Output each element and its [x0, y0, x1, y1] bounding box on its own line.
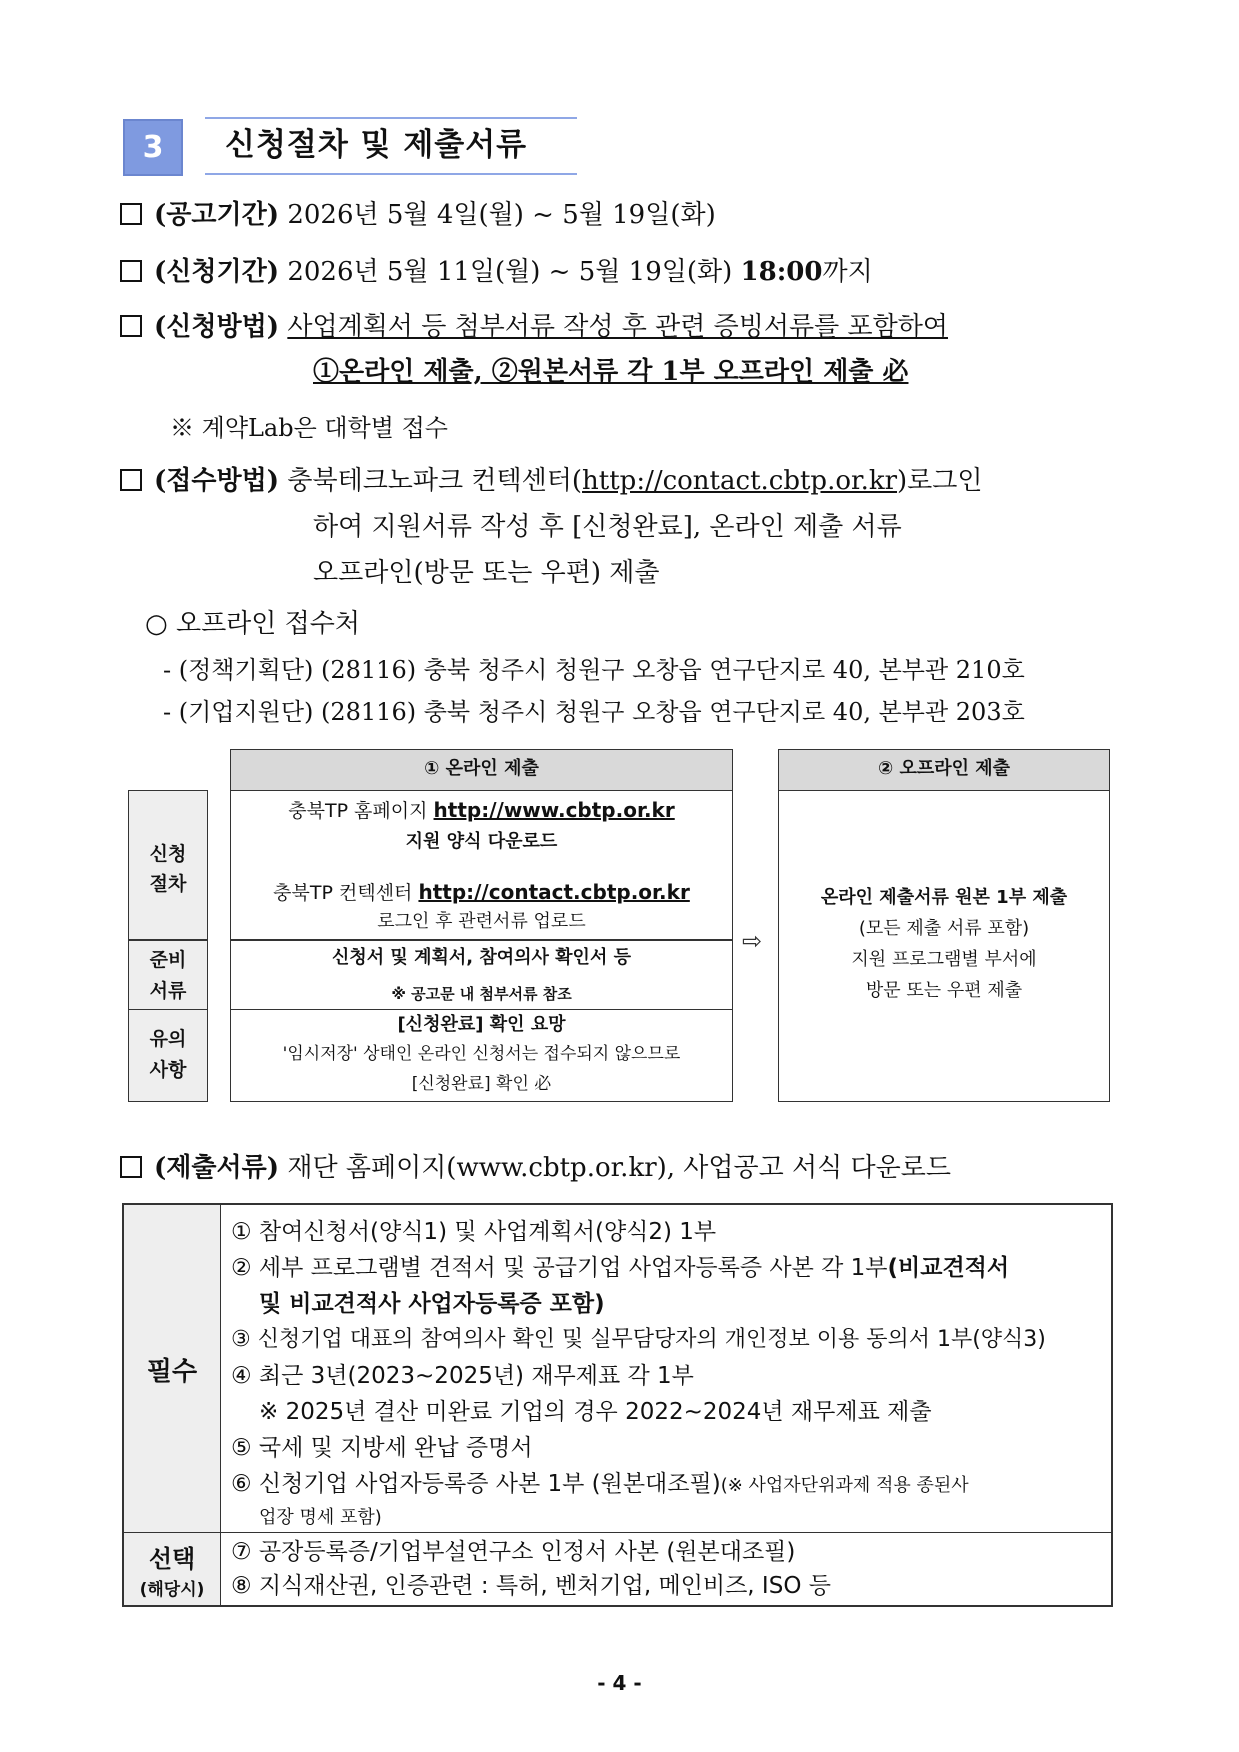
contact-center-table-link[interactable]: http://contact.cbtp.or.kr: [418, 880, 690, 904]
prep-cell: [230, 940, 733, 1010]
receipt-method-suffix: )로그인: [897, 466, 983, 496]
row-label-procedure-text: 신청 절차: [149, 843, 187, 895]
procedure-line1: [231, 795, 732, 826]
optional-item: ⑧ 지식재산권, 인증관련 : 특허, 벤처기업, 메인비즈, ISO 등: [231, 1573, 831, 1599]
required-item-6-cont: 업장 명세 포함): [259, 1507, 382, 1528]
application-method-line2: ①온라인 제출, ②원본서류 각 1부 오프라인 제출 必: [313, 357, 909, 387]
optional-item: ⑦ 공장등록증/기업부설연구소 인정서 사본 (원본대조필): [231, 1539, 796, 1565]
application-method-line1: 사업계획서 등 첨부서류 작성 후 관련 증빙서류를 포함하여: [287, 312, 948, 342]
required-item-4-note: ※ 2025년 결산 미완료 기업의 경우 2022~2024년 재무제표 제출: [259, 1399, 932, 1425]
application-deadline-suffix: 까지: [822, 257, 873, 287]
application-method-line: [120, 309, 948, 345]
application-method-label: (신청방법): [154, 312, 280, 342]
section-number-badge: 3: [123, 119, 183, 176]
required-item: ① 참여신청서(양식1) 및 사업계획서(양식2) 1부: [231, 1219, 717, 1245]
offline-office-heading: ○ 오프라인 접수처: [145, 609, 361, 639]
row-label-prep-text: 준비 서류: [149, 949, 187, 1002]
required-item: ③ 신청기업 대표의 참여의사 확인 및 실무담당자의 개인정보 이용 동의서 1부(양식3): [231, 1327, 1046, 1352]
application-period-label: (신청기간): [154, 257, 280, 287]
required-item: [231, 1469, 969, 1501]
caution-line1: [신청완료] 확인 요망: [397, 1014, 566, 1035]
offline-office-item: - (기업지원단) (28116) 충북 청주시 청원구 오창읍 연구단지로 40, 본부관 203호: [163, 698, 1025, 726]
procedure-line4: 로그인 후 관련서류 업로드: [377, 911, 586, 932]
offline-office-item: - (정책기획단) (28116) 충북 청주시 청원구 오창읍 연구단지로 40, 본부관 210호: [163, 656, 1025, 684]
checkbox-square-icon: [120, 469, 142, 491]
checkbox-square-icon: [120, 315, 142, 337]
homepage-link[interactable]: http://www.cbtp.or.kr: [433, 798, 675, 822]
checkbox-square-icon: [120, 203, 142, 225]
required-item-6-small: (※ 사업자단위과제 적용 종된사: [720, 1475, 969, 1496]
offline-line1: 온라인 제출서류 원본 1부 제출: [820, 887, 1068, 908]
procedure-line3-prefix: 충북TP 컨텍센터: [273, 882, 419, 904]
checkbox-square-icon: [120, 260, 142, 282]
row-label-procedure: [128, 790, 208, 940]
documents-value: 재단 홈페이지(www.cbtp.or.kr), 사업공고 서식 다운로드: [287, 1153, 951, 1183]
receipt-method-line: [120, 463, 983, 499]
required-item-2-text: ② 세부 프로그램별 견적서 및 공급기업 사업자등록증 사본 각 1부: [231, 1255, 888, 1281]
documents-label: (제출서류): [154, 1153, 280, 1183]
offline-line2: (모든 제출 서류 포함): [858, 918, 1030, 939]
offline-cell: [778, 790, 1110, 1102]
online-submission-header: ① 온라인 제출: [230, 749, 733, 791]
contact-center-link[interactable]: http://contact.cbtp.or.kr: [582, 466, 898, 496]
caution-line2: '임시저장' 상태인 온라인 신청서는 접수되지 않으므로: [282, 1044, 681, 1064]
announcement-period-line: [120, 197, 716, 233]
caution-cell: [230, 1009, 733, 1102]
procedure-line2: 지원 양식 다운로드: [405, 831, 558, 852]
required-item-6-text: ⑥ 신청기업 사업자등록증 사본 1부 (원본대조필): [231, 1471, 721, 1497]
required-item-2-cont: 및 비교견적사 사업자등록증 포함): [259, 1291, 605, 1317]
checkbox-square-icon: [120, 1156, 142, 1178]
application-period-line: [120, 254, 873, 290]
row-label-caution-text: 유의 사항: [149, 1028, 187, 1081]
procedure-line3: [231, 877, 732, 908]
required-item: ④ 최근 3년(2023~2025년) 재무제표 각 1부: [231, 1363, 694, 1389]
receipt-method-prefix: 충북테크노파크 컨텍센터(: [287, 466, 583, 496]
prep-line2: ※ 공고문 내 첨부서류 참조: [391, 985, 572, 1003]
required-label: 필수: [146, 1357, 198, 1387]
offline-line3: 지원 프로그램별 부서에: [851, 949, 1037, 970]
application-method-note: ※ 계약Lab은 대학별 접수: [170, 414, 448, 442]
announcement-label: (공고기간): [154, 200, 280, 230]
documents-line: [120, 1150, 951, 1186]
row-label-prep: [128, 940, 208, 1010]
required-item-2-bold: (비교견적서: [887, 1255, 1010, 1281]
optional-sub-label: (해당시): [139, 1580, 205, 1600]
receipt-method-line2: 하여 지원서류 작성 후 [신청완료], 온라인 제출 서류: [313, 512, 902, 542]
prep-line1: 신청서 및 계획서, 참여의사 확인서 등: [332, 947, 631, 968]
required-label-cell: [122, 1203, 221, 1533]
required-items-cell: [220, 1203, 1113, 1533]
procedure-line1-prefix: 충북TP 홈페이지: [288, 800, 434, 822]
application-deadline: 18:00: [740, 257, 823, 287]
optional-items-cell: [220, 1532, 1113, 1607]
offline-line4: 방문 또는 우편 제출: [865, 980, 1023, 1001]
receipt-method-line3: 오프라인(방문 또는 우편) 제출: [313, 558, 660, 588]
page-number: - 4 -: [597, 1671, 642, 1695]
announcement-value: 2026년 5월 4일(월) ~ 5월 19일(화): [287, 200, 716, 230]
procedure-cell: [230, 790, 733, 940]
required-item: ⑤ 국세 및 지방세 완납 증명서: [231, 1435, 533, 1461]
receipt-method-label: (접수방법): [154, 466, 280, 496]
offline-submission-header: ② 오프라인 제출: [778, 749, 1110, 791]
optional-label: 선택: [148, 1545, 196, 1573]
row-label-caution: [128, 1009, 208, 1102]
caution-line3: [신청완료] 확인 必: [411, 1074, 552, 1094]
optional-label-cell: [122, 1532, 221, 1607]
application-period-value: 2026년 5월 11일(월) ~ 5월 19일(화): [287, 257, 733, 287]
required-item: [231, 1253, 1009, 1283]
section-title: 신청절차 및 제출서류: [205, 117, 577, 175]
arrow-right-icon: ⇨: [742, 927, 763, 955]
